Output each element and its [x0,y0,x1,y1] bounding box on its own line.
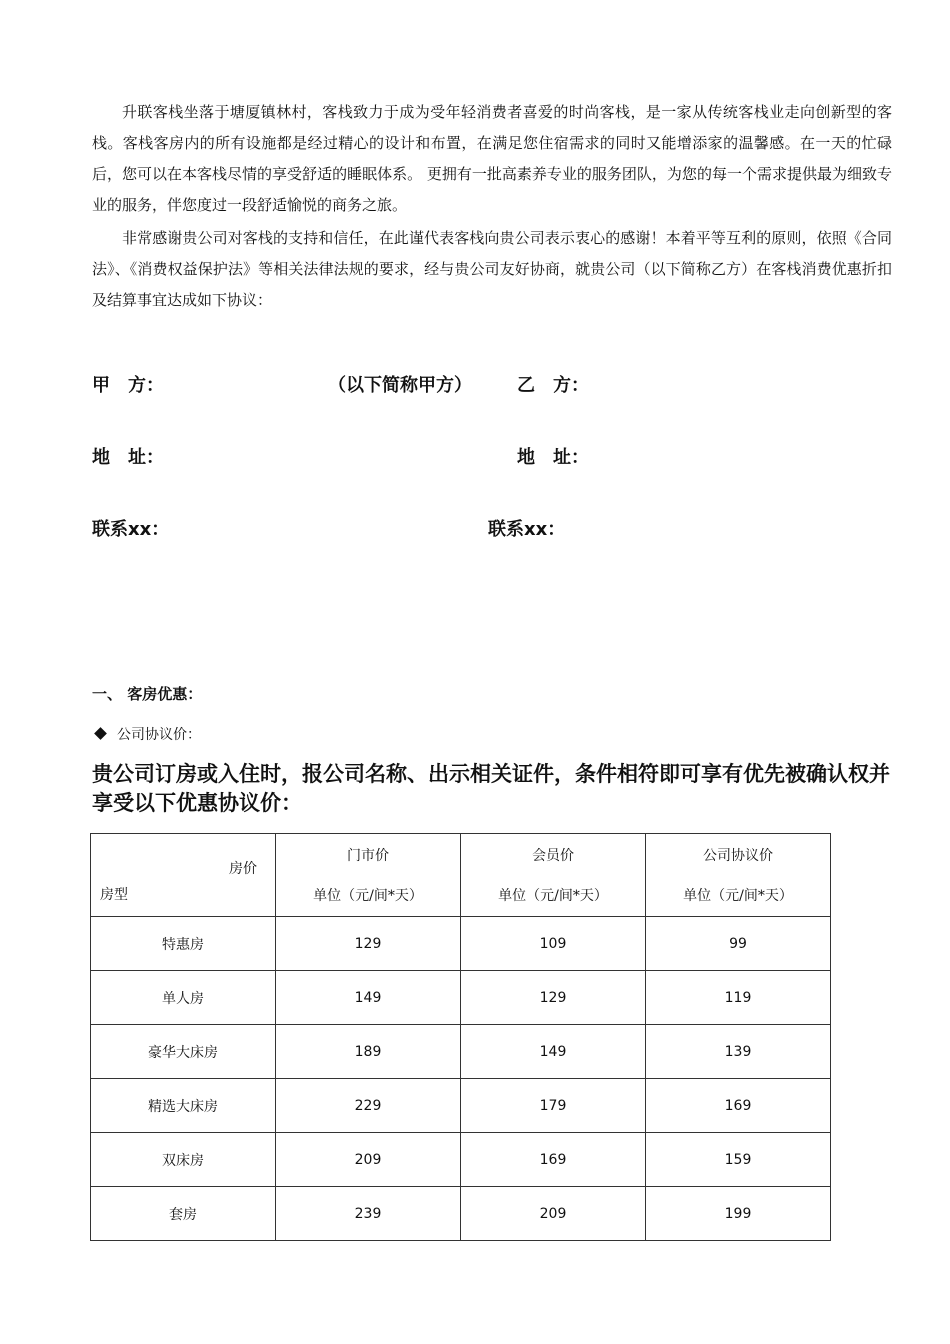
party-b-label: 乙 方： [517,375,589,396]
member-price-cell: 149 [461,1025,646,1079]
table-row [91,917,831,971]
address-b-label: 地 址： [517,447,589,468]
bullet-text: 公司协议价： [117,727,201,743]
corporate-price-cell: 199 [646,1187,831,1241]
header-name: 会员价 [532,848,574,864]
table-row [91,1025,831,1079]
retail-price-cell: 229 [276,1079,461,1133]
corporate-price-cell: 169 [646,1079,831,1133]
intro-paragraph-1: 升联客栈坐落于塘厦镇林村，客栈致力于成为受年轻消费者喜爱的时尚客栈，是一家从传统客栈业走向创新型的客栈。客栈客房内的所有设施都是经过精心的设计和布置，在满足您住宿需求的同时又能增添家的温馨感。在一天的忙碌后，您可以在本客栈尽情的享受舒适的睡眠体系。 更拥有一批高素养专业的服务团队，为您的每一个需求提供最为细致专业的服务，伴您度过一段舒适愉悦的商务之旅。 [92,103,892,214]
member-price-cell: 169 [461,1133,646,1187]
corner-price-label: 房价 [229,861,257,877]
header-member [461,834,646,917]
price-table [90,833,831,1241]
member-price-cell: 109 [461,917,646,971]
retail-price-cell: 189 [276,1025,461,1079]
room-type-cell: 单人房 [91,971,276,1025]
retail-price-cell: 239 [276,1187,461,1241]
table-row [91,1133,831,1187]
retail-price-cell: 209 [276,1133,461,1187]
retail-price-cell: 129 [276,917,461,971]
corporate-price-cell: 139 [646,1025,831,1079]
header-name: 门市价 [347,848,389,864]
table-corner-cell [91,834,276,917]
room-type-cell: 套房 [91,1187,276,1241]
table-header-row [91,834,831,917]
header-unit: 单位（元/间*天） [313,888,423,904]
header-retail [276,834,461,917]
member-price-cell: 209 [461,1187,646,1241]
table-row [91,1079,831,1133]
retail-price-cell: 149 [276,971,461,1025]
room-type-cell: 豪华大床房 [91,1025,276,1079]
member-price-cell: 129 [461,971,646,1025]
corporate-price-cell: 159 [646,1133,831,1187]
header-unit: 单位（元/间*天） [683,888,793,904]
party-a-label: 甲 方： [92,375,164,396]
contact-a-label: 联系xx： [92,519,170,540]
room-type-cell: 特惠房 [91,917,276,971]
corporate-price-cell: 119 [646,971,831,1025]
header-unit: 单位（元/间*天） [498,888,608,904]
address-a-label: 地 址： [92,447,164,468]
room-type-cell: 双床房 [91,1133,276,1187]
corporate-price-cell: 99 [646,917,831,971]
contact-b-label: 联系xx： [488,519,566,540]
booking-note: 贵公司订房或入住时，报公司名称、出示相关证件，条件相符即可享有优先被确认权并享受以下优惠协议价： [92,762,890,815]
intro-paragraph-2: 非常感谢贵公司对客栈的支持和信任，在此谨代表客栈向贵公司表示衷心的感谢！本着平等互利的原则，依照《合同法》、《消费权益保护法》等相关法律法规的要求，经与贵公司友好协商，就贵公司（以下简称乙方）在客栈消费优惠折扣及结算事宜达成如下协议： [92,229,892,309]
diamond-bullet-icon [94,727,107,740]
member-price-cell: 179 [461,1079,646,1133]
table-row [91,1187,831,1241]
corner-type-label: 房型 [100,887,128,903]
party-a-note: （以下简称甲方） [328,375,472,396]
section-title: 一、 客房优惠： [92,685,203,703]
header-name: 公司协议价 [703,848,773,864]
table-row [91,971,831,1025]
header-corporate [646,834,831,917]
bullet-item [92,724,201,744]
room-type-cell: 精选大床房 [91,1079,276,1133]
